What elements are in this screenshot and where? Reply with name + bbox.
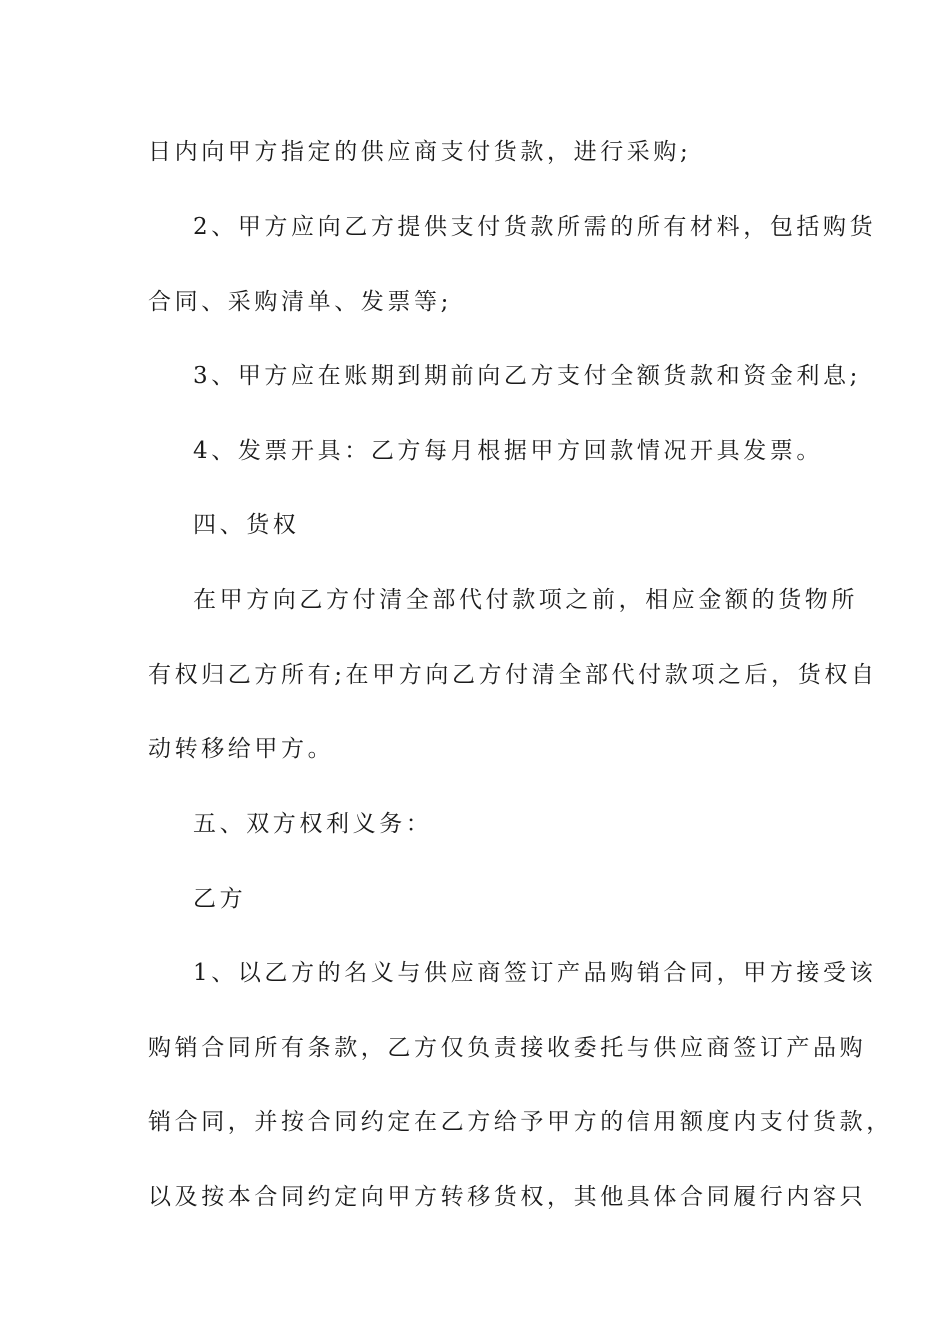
section-heading-4: 四、货权: [193, 512, 300, 538]
paragraph-4: 4、发票开具：乙方每月根据甲方回款情况开具发票。: [193, 438, 824, 464]
paragraph-3: 3、甲方应在账期到期前向乙方支付全额货款和资金利息;: [193, 363, 861, 389]
clause-1-line-4: 以及按本合同约定向甲方转移货权，其他具体合同履行内容只: [148, 1184, 867, 1210]
clause-1-line-1: 1、以乙方的名义与供应商签订产品购销合同，甲方接受该: [193, 960, 877, 986]
party-b-heading: 乙方: [193, 886, 247, 912]
text-line: 日内向甲方指定的供应商支付货款，进行采购;: [148, 139, 692, 165]
paragraph-2-line-2: 合同、采购清单、发票等;: [148, 289, 452, 315]
clause-1-line-3: 销合同，并按合同约定在乙方给予甲方的信用额度内支付货款，: [148, 1109, 893, 1135]
paragraph-2-line-1: 2、甲方应向乙方提供支付货款所需的所有材料，包括购货: [193, 214, 877, 240]
ownership-line-3: 动转移给甲方。: [148, 736, 335, 762]
ownership-line-2: 有权归乙方所有;在甲方向乙方付清全部代付款项之后，货权自: [148, 662, 878, 688]
section-heading-5: 五、双方权利义务：: [193, 811, 433, 837]
clause-1-line-2: 购销合同所有条款，乙方仅负责接收委托与供应商签订产品购: [148, 1035, 867, 1061]
ownership-line-1: 在甲方向乙方付清全部代付款项之前，相应金额的货物所: [193, 587, 858, 613]
